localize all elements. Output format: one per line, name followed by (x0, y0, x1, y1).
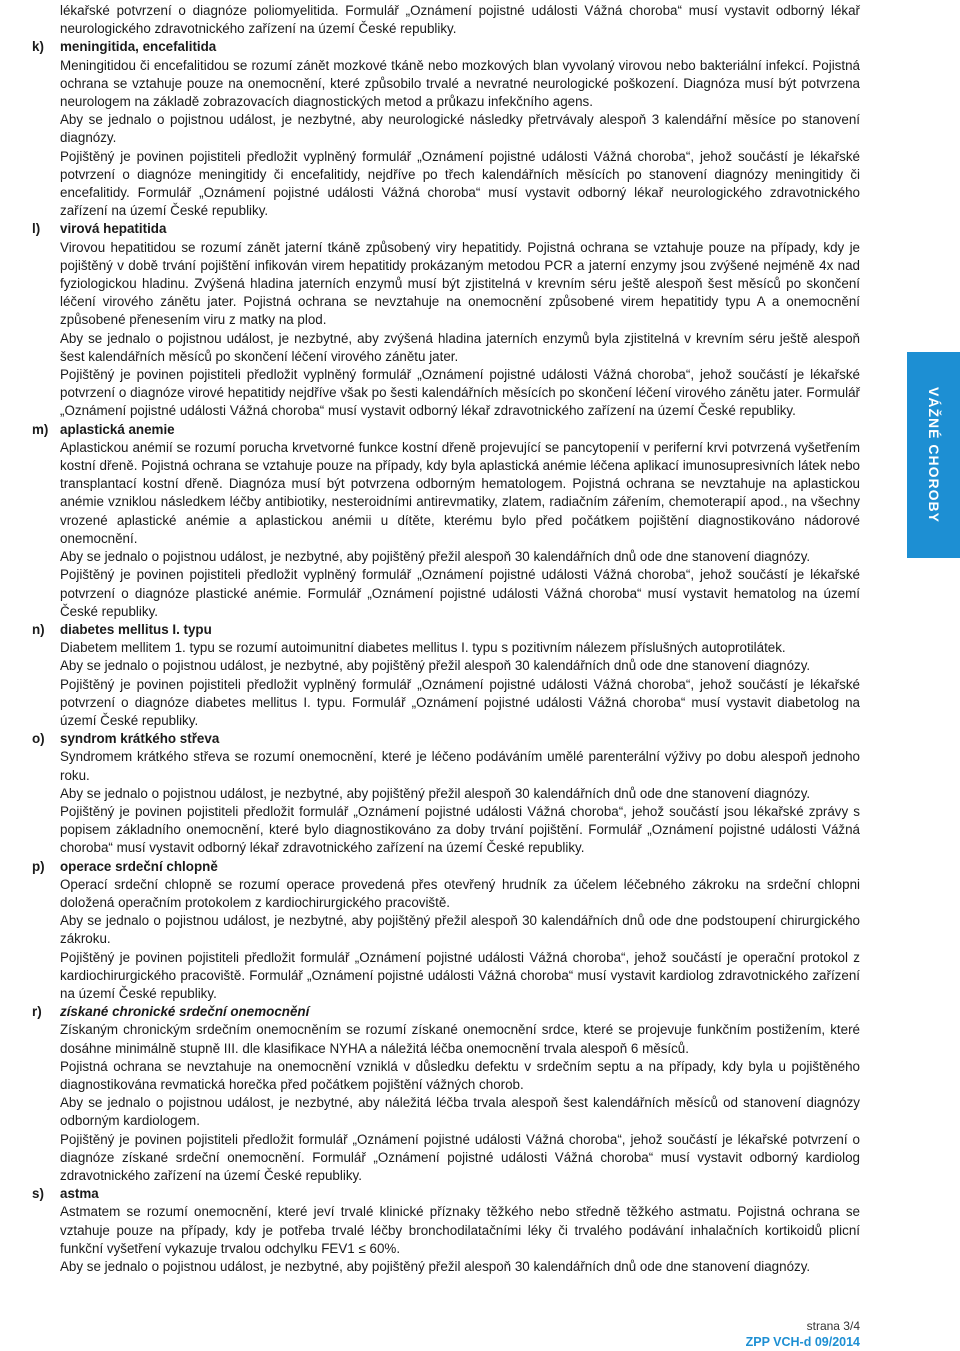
section-heading (32, 730, 860, 748)
section-paragraph: Operací srdeční chlopně se rozumí operace provedená přes otevřený hrudník za účelem léčebného zákroku na srdeční chlopni doložená operačním protokolem z kardiochirurgického pracoviště. (60, 876, 860, 910)
section-paragraph: Aby se jednalo o pojistnou událost, je nezbytné, aby pojištěný přežil alespoň 30 kalendářních dnů ode dne stanovení diagnózy. (60, 658, 811, 674)
section-p (32, 858, 860, 1004)
section-n (32, 621, 860, 730)
section-o (32, 730, 860, 857)
section-paragraph: Pojištěný je povinen pojistiteli předložit vyplněný formulář „Oznámení pojistné události Vážná choroba“, jehož součástí je lékařské potvrzení o diagnóze virové hepatitidy nejdříve však po šesti kalendářních měsících po skončení léčení virového zánětu jater. Formulář „Oznámení pojistné události Vážná choroba“ musí vystavit odborný lékař zdravotnického zařízení na území České republiky. (60, 367, 860, 419)
section-paragraph: Získaným chronickým srdečním onemocněním se rozumí získané onemocnění srdce, které se projevuje funkčním postižením, které dosáhne minimálně stupně III. dle klasifikace NYHA a náležitá léčba onemocnění trvala alespoň 6 měsíců. (60, 1022, 860, 1056)
section-paragraph: Pojištěný je povinen pojistiteli předložit vyplněný formulář „Oznámení pojistné události Vážná choroba“, jehož součástí je lékařské potvrzení o diagnóze meningitidy či encefalitidy, nejdříve po třech kalendářních měsících po stanovení diagnózy meningitidy či encefalitidy. Formulář „Oznámení pojistné události Vážná choroba“ musí vystavit odborný lékař neurologického zdravotnického zařízení na území České republiky. (60, 148, 860, 219)
section-paragraph: Pojištěný je povinen pojistiteli předložit formulář „Oznámení pojistné události Vážná choroba“, jehož součástí je lékařské potvrzení o diagnóze získané srdeční onemocnění. Formulář „Oznámení pojistné události Vážná choroba“ musí vystavit odborný kardiolog zdravotnického zařízení na území České republiky. (60, 1131, 860, 1183)
section-r (32, 1003, 860, 1185)
section-letter: m) (32, 421, 49, 437)
section-paragraph: Pojistná ochrana se nevztahuje na onemocnění vzniklá v důsledku defektu v srdečním septu a na případy, kdy byla u pojištěného diagnostikována revmatická horečka před počátkem pojištění vážných chorob. (60, 1058, 860, 1092)
side-tab (907, 352, 960, 558)
section-paragraph: Aby se jednalo o pojistnou událost, je nezbytné, aby pojištěný přežil alespoň 30 kalendářních dnů ode dne podstoupení chirurgického zákroku. (60, 913, 860, 947)
section-paragraph: Astmatem se rozumí onemocnění, které jeví trvalé klinické příznaky těžkého nebo středně těžkého astmatu. Pojistná ochrana se vztahuje pouze na případy, kdy je potřeba trvalé léčby bronchodilatačními léky či trvalého podávání inhalačních kortikoidů plicní funkční vyšetření vykazuje trvalou odchylku FEV1 ≤ 60%. (60, 1204, 860, 1256)
section-paragraph: Pojištěný je povinen pojistiteli předložit vyplněný formulář „Oznámení pojistné události Vážná choroba“, jehož součástí je lékařské potvrzení o diagnóze diabetes mellitus I. typu. Formulář „Oznámení pojistné události Vážná choroba“ musí vystavit diabetolog na území České republiky. (60, 676, 860, 728)
section-paragraph: Aby se jednalo o pojistnou událost, je nezbytné, aby pojištěný přežil alespoň 30 kalendářních dnů ode dne stanovení diagnózy. (60, 549, 811, 565)
page-footer (746, 1318, 860, 1351)
section-title: meningitida, encefalitida (60, 39, 217, 55)
section-heading (32, 621, 860, 639)
section-paragraph: Aby se jednalo o pojistnou událost, je nezbytné, aby pojištěný přežil alespoň 30 kalendářních dnů ode dne stanovení diagnózy. (60, 1259, 811, 1275)
section-title: diabetes mellitus I. typu (60, 621, 212, 637)
intro-text (32, 2, 860, 38)
side-tab-label: VÁŽNÉ CHOROBY (925, 387, 942, 523)
section-letter: r) (32, 1004, 42, 1020)
section-letter: k) (32, 39, 44, 55)
page-number: strana 3/4 (806, 1319, 860, 1333)
section-paragraph: Aby se jednalo o pojistnou událost, je nezbytné, aby zvýšená hladina jaterních enzymů byla zjistitelná v krevním séru ještě alespoň šest kalendářních měsíců po skončení léčení virového zánětu jater. (60, 330, 860, 364)
section-letter: n) (32, 621, 45, 637)
section-k (32, 38, 860, 220)
section-l (32, 220, 860, 420)
section-m (32, 421, 860, 621)
section-heading (32, 220, 860, 238)
section-heading (32, 858, 860, 876)
section-paragraph: Pojištěný je povinen pojistiteli předložit formulář „Oznámení pojistné události Vážná choroba“, jehož součástí jsou lékařské zprávy s popisem základního onemocnění, které bylo diagnostikováno za doby trvání pojištění. Formulář „Oznámení pojistné události Vážná choroba“ musí vystavit odborný lékař zdravotnického zařízení na území České republiky. (60, 803, 860, 856)
section-letter: p) (32, 858, 45, 874)
section-paragraph: Aplastickou anémií se rozumí porucha krvetvorné funkce kostní dřeně projevující se pancytopenií v periferní krvi potvrzená vyšetřením kostní dřeně. Pojistná ochrana se vztahuje pouze na případy, kdy byla aplastická anémie léčena aplikací imunosupresivních látek nebo transplantací kostní dřeně. Diagnóza musí být potvrzena odborným hematologem. Pojistná ochrana se nevztahuje na aplastickou anémie vzniklou následkem léčby antibiotiky, nesteroidními antirevmatiky, zlatem, radiačním zářením, chemoterapií apod., na všechny vrozené aplastické anémie a aplastickou anémii u dítěte, kterému bylo před počátkem pojištění diagnostikováno nádorové onemocnění. (60, 439, 860, 546)
section-paragraph: Aby se jednalo o pojistnou událost, je nezbytné, aby neurologické následky přetrvávaly alespoň 3 kalendářní měsíce po stanovení diagnózy. (60, 112, 860, 146)
section-s (32, 1185, 860, 1276)
section-title: virová hepatitida (60, 221, 167, 237)
section-title: získané chronické srdeční onemocnění (60, 1004, 310, 1020)
section-heading (32, 1185, 860, 1203)
section-letter: s) (32, 1186, 44, 1202)
section-paragraph: Pojištěný je povinen pojistiteli předložit vyplněný formulář „Oznámení pojistné události Vážná choroba“, jehož součástí je lékařské potvrzení o diagnóze plastické anémie. Formulář „Oznámení pojistné události Vážná choroba“ musí vystavit hematolog na území České republiky. (60, 567, 860, 619)
section-paragraph: Virovou hepatitidou se rozumí zánět jaterní tkáně způsobený viry hepatitidy. Pojistná ochrana se vztahuje pouze na případy, kdy je pojištěný v době trvání pojištění infikován virem hepatitidy prokázaným metodou PCR a jaterní enzymy jsou zvýšené nejméně 4x nad fyziologickou hladinu. Zvýšená hladina jaterních enzymů musí být zjistitelná v krevním séru ještě alespoň šest měsíců po skončení léčení virového zánětu jater. Pojistná ochrana se nevztahuje na onemocnění způsobené virem hepatitidy typu A a onemocnění způsobené přenesením viru z matky na plod. (60, 239, 860, 328)
sections-list (32, 38, 860, 1276)
section-paragraph: Meningitidou či encefalitidou se rozumí zánět mozkové tkáně nebo mozkových blan vyvolaný virovou nebo bakteriální infekcí. Pojistná ochrana se vztahuje pouze na onemocnění, které způsobilo trvalé a nevratné neurologické poškození. Diagnóza musí být potvrzena neurologem na základě zobrazovacích diagnostických metod a průkazu infekčního agens. (60, 57, 860, 110)
section-heading (32, 421, 860, 439)
section-paragraph: Pojištěný je povinen pojistiteli předložit formulář „Oznámení pojistné události Vážná choroba“, jehož součástí je operační protokol z kardiochirurgického pracoviště. Formulář „Oznámení pojistné události Vážná choroba“ musí vystavit kardiolog zdravotnického zařízení na území České republiky. (60, 949, 860, 1001)
section-letter: o) (32, 731, 45, 747)
document-code: ZPP VCH-d 09/2014 (745, 1335, 860, 1349)
section-title: operace srdeční chlopně (60, 858, 218, 874)
section-paragraph: Syndromem krátkého střeva se rozumí onemocnění, které je léčeno podáváním umělé parenterální výživy po dobu alespoň jednoho roku. (60, 749, 860, 783)
section-title: astma (60, 1186, 99, 1202)
section-letter: l) (32, 221, 41, 237)
section-title: syndrom krátkého střeva (60, 731, 220, 747)
section-heading (32, 1003, 860, 1021)
document-body (32, 2, 860, 1276)
section-paragraph: Aby se jednalo o pojistnou událost, je nezbytné, aby náležitá léčba trvala alespoň šest kalendářních měsíců od stanovení diagnózy odborným kardiologem. (60, 1095, 860, 1129)
section-title: aplastická anemie (60, 421, 175, 437)
section-paragraph: Aby se jednalo o pojistnou událost, je nezbytné, aby pojištěný přežil alespoň 30 kalendářních dnů ode dne stanovení diagnózy. (60, 785, 811, 801)
section-paragraph: Diabetem mellitem 1. typu se rozumí autoimunitní diabetes mellitus I. typu s pozitivním nálezem příslušných autoprotilátek. (60, 640, 786, 656)
intro-paragraph: lékařské potvrzení o diagnóze poliomyelitida. Formulář „Oznámení pojistné události Vážná choroba“ musí vystavit odborný lékař neurologického zdravotnického zařízení na území České republiky. (60, 3, 860, 37)
section-heading (32, 38, 860, 56)
